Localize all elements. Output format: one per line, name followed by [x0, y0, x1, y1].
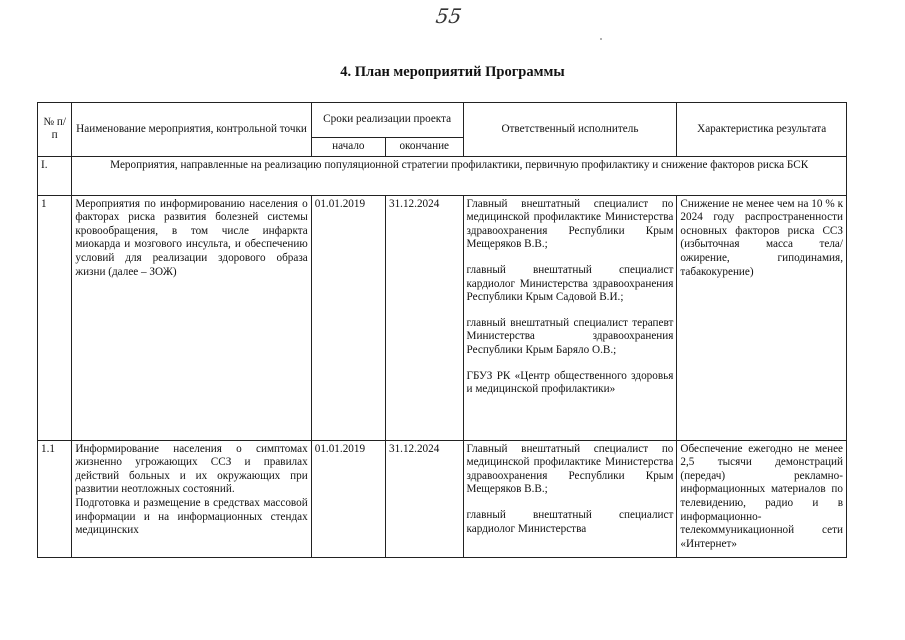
row-end: 31.12.2024	[385, 440, 463, 557]
header-num: № п/п	[38, 103, 72, 157]
header-name: Наименование мероприятия, контрольной точки	[72, 103, 311, 157]
row-num: 1	[38, 195, 72, 440]
row-start: 01.01.2019	[311, 440, 385, 557]
responsible-item: главный внештатный специалист терапевт Министерства здравоохранения Республики Крым Баряло О.В.;	[466, 316, 674, 356]
page-number: 55	[434, 4, 464, 28]
header-result: Характеристика результата	[677, 103, 847, 157]
responsible-item: Главный внештатный специалист по медицинской профилактике Министерства здравоохранения Республики Крым Мещеряков В.В.;	[466, 442, 674, 496]
row-name: Мероприятия по информированию населения о факторах риска развития болезней системы кровообращения, в том числе инфаркта миокарда и мозгового инсульта, и обеспечению условий для реализации здорового образа жизни (далее – ЗОЖ)	[72, 195, 311, 440]
row-name-part: Информирование населения о симптомах жизненно угрожающих ССЗ и правилах действий больных и их окружающих при развитии неотложных состояний.	[75, 442, 308, 496]
responsible-item: главный внештатный специалист кардиолог Министерства	[466, 508, 674, 535]
row-result: Обеспечение ежегодно не менее 2,5 тысячи демонстраций (передач) рекламно-информационных материалов по телевидению, радио и в информационно-телекоммуникационной сети «Интернет»	[677, 440, 847, 557]
action-plan-table	[37, 102, 847, 558]
header-responsible: Ответственный исполнитель	[463, 103, 677, 157]
document-title: 4. План мероприятий Программы	[340, 64, 565, 80]
section-text: Мероприятия, направленные на реализацию популяционной стратегии профилактики, первичную профилактику и снижение факторов риска БСК	[72, 156, 847, 195]
header-end: окончание	[385, 138, 463, 157]
table-row	[38, 195, 847, 440]
row-responsible	[463, 440, 677, 557]
header-terms: Сроки реализации проекта	[311, 103, 463, 138]
responsible-item: главный внештатный специалист кардиолог Министерства здравоохранения Республики Крым Садовой В.И.;	[466, 263, 674, 304]
section-row	[38, 156, 847, 195]
row-num: 1.1	[38, 440, 72, 557]
table-row	[38, 440, 847, 557]
row-name-part: Подготовка и размещение в средствах массовой информации и на информационных стендах медицинских	[75, 496, 308, 537]
row-start: 01.01.2019	[311, 195, 385, 440]
scan-speck	[600, 38, 602, 40]
row-name	[72, 440, 311, 557]
row-responsible	[463, 195, 677, 440]
row-result: Снижение не менее чем на 10 % к 2024 году распространенности основных факторов риска ССЗ (избыточная масса тела/ожирение, гиподинамия, табакокурение)	[677, 195, 847, 440]
responsible-item: Главный внештатный специалист по медицинской профилактике Министерства здравоохранения Республики Крым Мещеряков В.В.;	[466, 197, 674, 251]
section-num: I.	[38, 156, 72, 195]
responsible-item: ГБУЗ РК «Центр общественного здоровья и медицинской профилактики»	[466, 369, 674, 396]
header-start: начало	[311, 138, 385, 157]
row-end: 31.12.2024	[385, 195, 463, 440]
header-row	[38, 103, 847, 138]
